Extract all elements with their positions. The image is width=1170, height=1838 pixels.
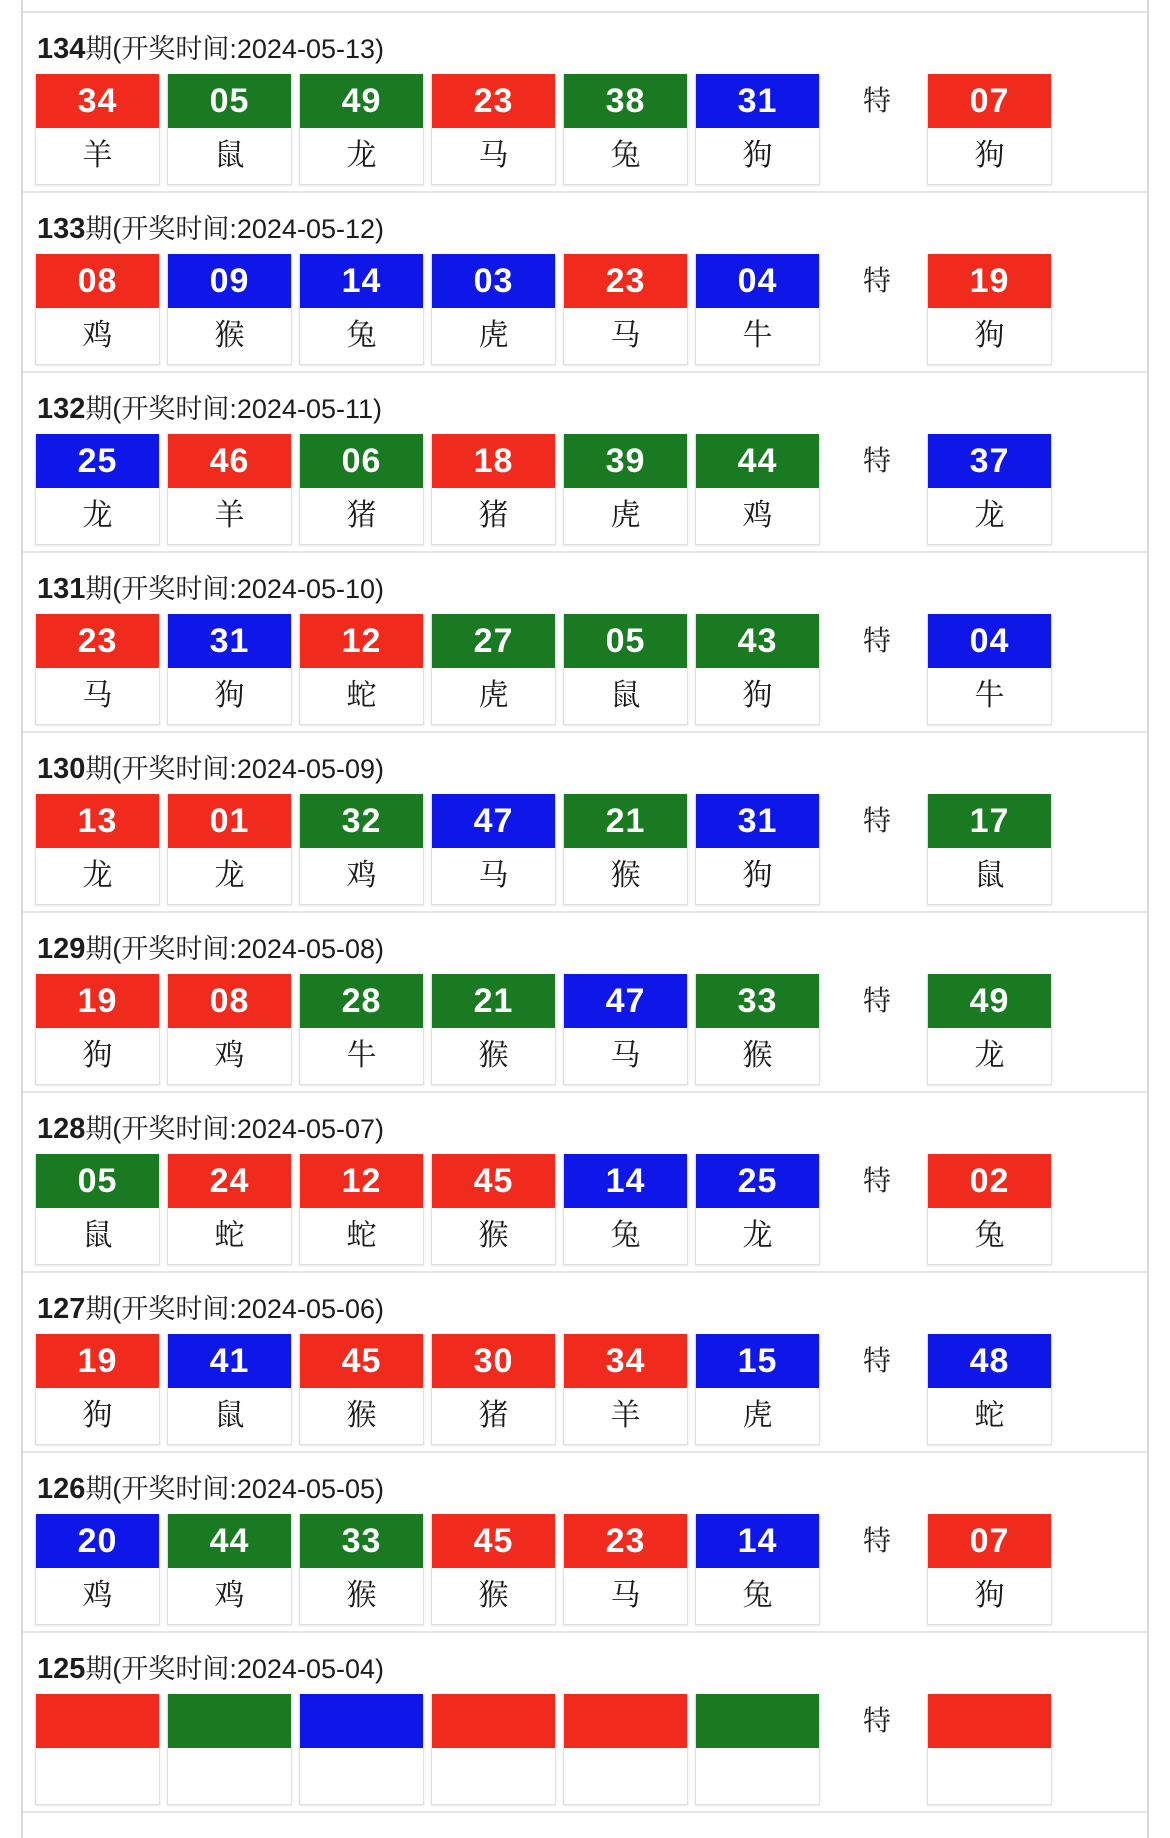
draw-block	[23, 1453, 1147, 1633]
special-ball-label: 特	[862, 1525, 891, 1556]
balls-row	[23, 1154, 1147, 1265]
ball-zodiac: 猴	[432, 1568, 555, 1624]
special-ball-number: 07	[928, 74, 1051, 128]
special-ball-number: 02	[928, 1154, 1051, 1208]
ball-zodiac: 兔	[696, 1568, 819, 1624]
draw-issue-number: 130	[37, 753, 86, 785]
ball-number: 18	[432, 434, 555, 488]
ball-number: 47	[564, 974, 687, 1028]
ball-number: 28	[300, 974, 423, 1028]
ball-zodiac: 鼠	[168, 128, 291, 184]
ball-zodiac: 虎	[432, 668, 555, 724]
draw-header	[23, 373, 1147, 434]
ball-cell	[563, 974, 688, 1085]
ball-zodiac: 鸡	[168, 1568, 291, 1624]
ball-zodiac: 马	[36, 668, 159, 724]
special-ball-label: 特	[862, 445, 891, 476]
ball-number: 13	[36, 794, 159, 848]
ball-zodiac: 猴	[300, 1388, 423, 1444]
ball-cell	[299, 794, 424, 905]
ball-cell	[35, 74, 160, 185]
results-list	[23, 0, 1147, 1813]
draw-block	[23, 1093, 1147, 1273]
draw-header	[23, 913, 1147, 974]
ball-cell	[299, 1694, 424, 1805]
draw-issue-number: 133	[37, 213, 86, 245]
draw-time-text: 期(开奖时间:2024-05-07)	[85, 1114, 384, 1144]
ball-zodiac: 鸡	[300, 848, 423, 904]
ball-cell	[167, 1694, 292, 1805]
ball-number: 45	[432, 1154, 555, 1208]
ball-zodiac: 鼠	[36, 1208, 159, 1264]
ball-cell	[431, 74, 556, 185]
ball-cell	[167, 974, 292, 1085]
ball-number: 25	[696, 1154, 819, 1208]
ball-number: 08	[168, 974, 291, 1028]
ball-zodiac: 蛇	[168, 1208, 291, 1264]
special-ball-zodiac: 狗	[928, 128, 1051, 184]
draw-block	[23, 193, 1147, 373]
draw-header	[23, 1273, 1147, 1334]
ball-number: 45	[432, 1514, 555, 1568]
ball-zodiac: 猪	[300, 488, 423, 544]
draw-header	[23, 1633, 1147, 1694]
ball-cell	[299, 974, 424, 1085]
special-ball-cell	[927, 74, 1052, 185]
ball-cell	[167, 614, 292, 725]
draw-time-text: 期(开奖时间:2024-05-13)	[85, 34, 384, 64]
ball-zodiac: 龙	[168, 848, 291, 904]
ball-number: 25	[36, 434, 159, 488]
draw-issue-number: 129	[37, 933, 86, 965]
ball-number: 14	[300, 254, 423, 308]
ball-number: 39	[564, 434, 687, 488]
special-ball-number: 49	[928, 974, 1051, 1028]
ball-zodiac: 羊	[564, 1388, 687, 1444]
ball-zodiac: 羊	[36, 128, 159, 184]
special-ball-number: 19	[928, 254, 1051, 308]
ball-cell	[563, 74, 688, 185]
special-ball-zodiac: 鼠	[928, 848, 1051, 904]
ball-number	[36, 1694, 159, 1748]
ball-zodiac: 牛	[696, 308, 819, 364]
ball-number	[696, 1694, 819, 1748]
draw-block	[23, 1273, 1147, 1453]
ball-zodiac: 马	[432, 848, 555, 904]
ball-cell	[167, 1514, 292, 1625]
right-margin-rail	[1148, 0, 1170, 1838]
ball-number: 05	[36, 1154, 159, 1208]
ball-number: 32	[300, 794, 423, 848]
ball-cell	[299, 254, 424, 365]
ball-zodiac	[696, 1748, 819, 1804]
special-ball-cell	[927, 974, 1052, 1085]
draw-issue-number: 132	[37, 393, 86, 425]
ball-number: 44	[168, 1514, 291, 1568]
ball-number: 33	[300, 1514, 423, 1568]
draw-issue-number: 131	[37, 573, 86, 605]
special-ball-label: 特	[862, 1705, 891, 1736]
ball-zodiac: 狗	[168, 668, 291, 724]
special-ball-number: 07	[928, 1514, 1051, 1568]
ball-zodiac	[36, 1748, 159, 1804]
ball-number: 21	[432, 974, 555, 1028]
ball-number	[168, 1694, 291, 1748]
ball-cell	[35, 1154, 160, 1265]
draw-header	[23, 1453, 1147, 1514]
ball-number: 14	[564, 1154, 687, 1208]
ball-number: 12	[300, 1154, 423, 1208]
ball-cell	[299, 1514, 424, 1625]
ball-number: 06	[300, 434, 423, 488]
ball-number	[564, 1694, 687, 1748]
draw-block	[23, 1633, 1147, 1813]
special-ball-label: 特	[862, 985, 891, 1016]
ball-zodiac	[564, 1748, 687, 1804]
draw-block	[23, 373, 1147, 553]
ball-zodiac: 蛇	[300, 1208, 423, 1264]
special-ball-label: 特	[862, 1165, 891, 1196]
ball-zodiac: 鼠	[168, 1388, 291, 1444]
ball-zodiac: 鸡	[36, 1568, 159, 1624]
draw-header	[23, 13, 1147, 74]
draw-header	[23, 1093, 1147, 1154]
ball-zodiac: 狗	[36, 1028, 159, 1084]
ball-number: 33	[696, 974, 819, 1028]
ball-cell	[431, 1334, 556, 1445]
ball-zodiac	[168, 1748, 291, 1804]
balls-row	[23, 1694, 1147, 1805]
ball-cell	[299, 1334, 424, 1445]
balls-row	[23, 794, 1147, 905]
draw-block	[23, 13, 1147, 193]
ball-cell	[563, 254, 688, 365]
ball-number: 12	[300, 614, 423, 668]
draw-header	[23, 553, 1147, 614]
special-ball-zodiac: 龙	[928, 488, 1051, 544]
special-ball-number	[928, 1694, 1051, 1748]
ball-number: 24	[168, 1154, 291, 1208]
ball-cell	[431, 254, 556, 365]
draw-time-text: 期(开奖时间:2024-05-04)	[85, 1654, 384, 1684]
ball-cell	[563, 1334, 688, 1445]
ball-cell	[35, 434, 160, 545]
ball-cell	[563, 794, 688, 905]
ball-cell	[563, 1514, 688, 1625]
ball-zodiac: 马	[564, 1568, 687, 1624]
ball-zodiac: 猴	[168, 308, 291, 364]
ball-cell	[695, 434, 820, 545]
balls-row	[23, 74, 1147, 185]
special-ball-label: 特	[862, 265, 891, 296]
special-ball-zodiac: 蛇	[928, 1388, 1051, 1444]
ball-zodiac: 猴	[432, 1208, 555, 1264]
ball-number: 19	[36, 974, 159, 1028]
ball-number: 31	[696, 794, 819, 848]
ball-zodiac: 兔	[564, 1208, 687, 1264]
ball-number: 04	[696, 254, 819, 308]
ball-number: 46	[168, 434, 291, 488]
ball-number	[300, 1694, 423, 1748]
special-ball-zodiac: 牛	[928, 668, 1051, 724]
ball-number: 23	[564, 1514, 687, 1568]
special-ball-label: 特	[862, 625, 891, 656]
ball-number: 34	[36, 74, 159, 128]
ball-zodiac: 狗	[696, 128, 819, 184]
draw-block	[23, 733, 1147, 913]
ball-cell	[299, 1154, 424, 1265]
ball-cell	[695, 794, 820, 905]
special-ball-number: 04	[928, 614, 1051, 668]
ball-number: 21	[564, 794, 687, 848]
ball-zodiac: 鸡	[168, 1028, 291, 1084]
ball-cell	[563, 1694, 688, 1805]
ball-cell	[695, 74, 820, 185]
special-ball-cell	[927, 614, 1052, 725]
ball-number: 14	[696, 1514, 819, 1568]
ball-cell	[431, 1514, 556, 1625]
ball-cell	[695, 614, 820, 725]
ball-cell	[167, 254, 292, 365]
ball-number: 23	[36, 614, 159, 668]
special-ball-zodiac	[928, 1748, 1051, 1804]
ball-cell	[167, 794, 292, 905]
draw-issue-number: 126	[37, 1473, 86, 1505]
special-ball-label: 特	[862, 1345, 891, 1376]
ball-number: 27	[432, 614, 555, 668]
ball-zodiac: 马	[564, 308, 687, 364]
ball-number: 41	[168, 1334, 291, 1388]
ball-number: 43	[696, 614, 819, 668]
ball-cell	[431, 434, 556, 545]
special-ball-label: 特	[862, 805, 891, 836]
ball-zodiac: 虎	[432, 308, 555, 364]
draw-time-text: 期(开奖时间:2024-05-12)	[85, 214, 384, 244]
ball-zodiac: 鼠	[564, 668, 687, 724]
right-border-line	[1147, 0, 1149, 1838]
ball-zodiac: 兔	[564, 128, 687, 184]
ball-cell	[35, 794, 160, 905]
special-ball-number: 48	[928, 1334, 1051, 1388]
ball-number: 19	[36, 1334, 159, 1388]
ball-number: 30	[432, 1334, 555, 1388]
special-ball-zodiac: 兔	[928, 1208, 1051, 1264]
special-ball-cell	[927, 434, 1052, 545]
top-strip	[23, 0, 1147, 13]
ball-number: 05	[168, 74, 291, 128]
special-ball-number: 17	[928, 794, 1051, 848]
ball-zodiac: 猪	[432, 488, 555, 544]
ball-zodiac: 猴	[300, 1568, 423, 1624]
ball-cell	[299, 614, 424, 725]
draw-issue-number: 128	[37, 1113, 86, 1145]
special-ball-number: 37	[928, 434, 1051, 488]
draw-time-text: 期(开奖时间:2024-05-05)	[85, 1474, 384, 1504]
ball-zodiac: 猴	[432, 1028, 555, 1084]
ball-zodiac: 马	[432, 128, 555, 184]
ball-zodiac: 虎	[696, 1388, 819, 1444]
draw-time-text: 期(开奖时间:2024-05-09)	[85, 754, 384, 784]
ball-number: 03	[432, 254, 555, 308]
ball-zodiac: 猴	[696, 1028, 819, 1084]
ball-zodiac: 虎	[564, 488, 687, 544]
ball-number: 45	[300, 1334, 423, 1388]
ball-cell	[35, 254, 160, 365]
balls-row	[23, 1334, 1147, 1445]
draw-block	[23, 553, 1147, 733]
ball-cell	[695, 1154, 820, 1265]
special-ball-cell	[927, 1154, 1052, 1265]
special-ball-cell	[927, 794, 1052, 905]
draw-time-text: 期(开奖时间:2024-05-10)	[85, 574, 384, 604]
balls-row	[23, 1514, 1147, 1625]
ball-cell	[695, 254, 820, 365]
ball-cell	[35, 1334, 160, 1445]
draws-container	[23, 13, 1147, 1813]
balls-row	[23, 434, 1147, 545]
ball-cell	[431, 974, 556, 1085]
ball-cell	[167, 74, 292, 185]
ball-cell	[695, 974, 820, 1085]
draw-time-text: 期(开奖时间:2024-05-06)	[85, 1294, 384, 1324]
left-margin-rail	[0, 0, 22, 1838]
ball-number: 47	[432, 794, 555, 848]
ball-zodiac: 蛇	[300, 668, 423, 724]
ball-cell	[35, 1694, 160, 1805]
ball-zodiac: 狗	[36, 1388, 159, 1444]
ball-cell	[695, 1514, 820, 1625]
special-ball-cell	[927, 1514, 1052, 1625]
ball-cell	[431, 1154, 556, 1265]
ball-cell	[35, 614, 160, 725]
draw-block	[23, 913, 1147, 1093]
ball-number: 38	[564, 74, 687, 128]
balls-row	[23, 974, 1147, 1085]
ball-zodiac: 龙	[36, 488, 159, 544]
ball-zodiac: 龙	[696, 1208, 819, 1264]
special-ball-cell	[927, 1334, 1052, 1445]
ball-number: 31	[696, 74, 819, 128]
ball-zodiac: 狗	[696, 668, 819, 724]
ball-cell	[167, 1154, 292, 1265]
ball-zodiac: 牛	[300, 1028, 423, 1084]
ball-zodiac: 猴	[564, 848, 687, 904]
ball-cell	[563, 614, 688, 725]
ball-number: 31	[168, 614, 291, 668]
ball-zodiac: 兔	[300, 308, 423, 364]
special-ball-cell	[927, 1694, 1052, 1805]
ball-cell	[431, 614, 556, 725]
ball-zodiac: 狗	[696, 848, 819, 904]
ball-cell	[299, 74, 424, 185]
ball-number: 09	[168, 254, 291, 308]
special-ball-zodiac: 狗	[928, 308, 1051, 364]
balls-row	[23, 614, 1147, 725]
ball-number: 20	[36, 1514, 159, 1568]
ball-zodiac: 龙	[36, 848, 159, 904]
draw-header	[23, 193, 1147, 254]
ball-cell	[431, 794, 556, 905]
ball-cell	[563, 1154, 688, 1265]
ball-number: 08	[36, 254, 159, 308]
ball-cell	[167, 1334, 292, 1445]
ball-zodiac: 猪	[432, 1388, 555, 1444]
draw-issue-number: 127	[37, 1293, 86, 1325]
ball-cell	[167, 434, 292, 545]
ball-number	[432, 1694, 555, 1748]
ball-zodiac	[300, 1748, 423, 1804]
ball-number: 44	[696, 434, 819, 488]
draw-issue-number: 125	[37, 1653, 86, 1685]
ball-zodiac: 鸡	[36, 308, 159, 364]
draw-header	[23, 733, 1147, 794]
ball-zodiac: 马	[564, 1028, 687, 1084]
ball-number: 15	[696, 1334, 819, 1388]
special-ball-zodiac: 狗	[928, 1568, 1051, 1624]
ball-cell	[695, 1694, 820, 1805]
ball-number: 05	[564, 614, 687, 668]
ball-number: 23	[564, 254, 687, 308]
ball-zodiac	[432, 1748, 555, 1804]
ball-cell	[563, 434, 688, 545]
balls-row	[23, 254, 1147, 365]
ball-zodiac: 龙	[300, 128, 423, 184]
ball-number: 49	[300, 74, 423, 128]
ball-cell	[695, 1334, 820, 1445]
ball-cell	[35, 1514, 160, 1625]
ball-cell	[299, 434, 424, 545]
ball-number: 23	[432, 74, 555, 128]
draw-time-text: 期(开奖时间:2024-05-08)	[85, 934, 384, 964]
ball-zodiac: 鸡	[696, 488, 819, 544]
special-ball-cell	[927, 254, 1052, 365]
ball-cell	[35, 974, 160, 1085]
ball-cell	[431, 1694, 556, 1805]
special-ball-label: 特	[862, 85, 891, 116]
ball-number: 34	[564, 1334, 687, 1388]
ball-zodiac: 羊	[168, 488, 291, 544]
ball-number: 01	[168, 794, 291, 848]
special-ball-zodiac: 龙	[928, 1028, 1051, 1084]
draw-time-text: 期(开奖时间:2024-05-11)	[85, 394, 382, 424]
draw-issue-number: 134	[37, 33, 86, 65]
